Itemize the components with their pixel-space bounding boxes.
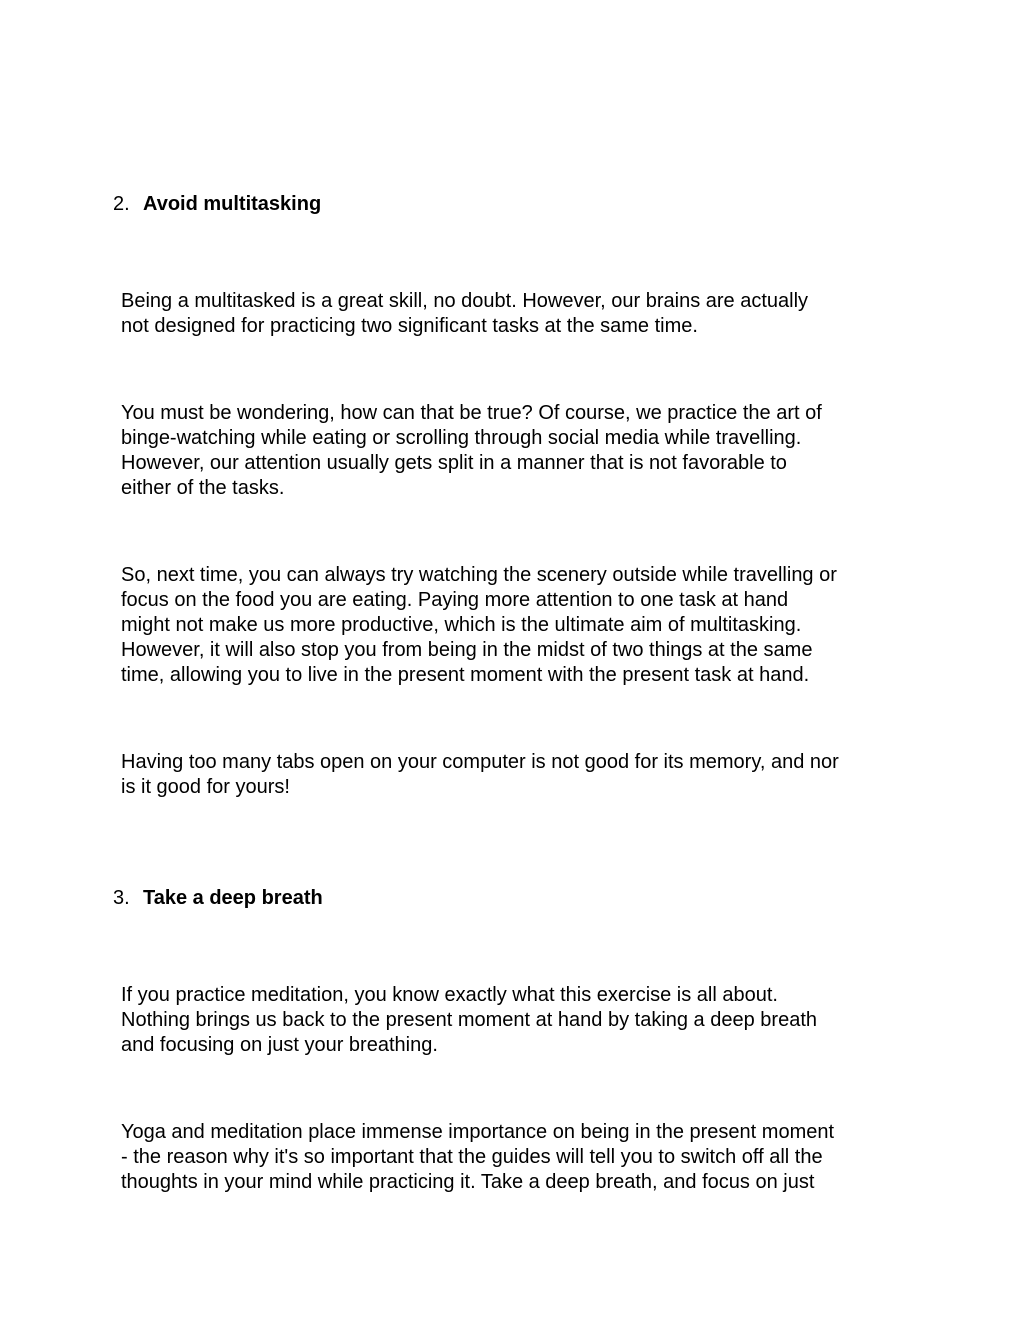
paragraph-line: time, allowing you to live in the present moment with the present task at hand. xyxy=(121,664,810,686)
paragraph-line: If you practice meditation, you know exactly what this exercise is all about. xyxy=(121,984,778,1006)
paragraph xyxy=(121,1120,921,1195)
paragraph-line: You must be wondering, how can that be true? Of course, we practice the art of xyxy=(121,402,822,424)
section-number: 2. xyxy=(113,193,130,215)
paragraph-line: thoughts in your mind while practicing it. Take a deep breath, and focus on just xyxy=(121,1171,815,1193)
paragraph-line: binge-watching while eating or scrolling through social media while travelling. xyxy=(121,427,802,449)
paragraph-line: - the reason why it's so important that the guides will tell you to switch off all the xyxy=(121,1146,823,1168)
paragraph xyxy=(121,983,921,1058)
section-heading-avoid-multitasking xyxy=(113,192,321,217)
section-title: Avoid multitasking xyxy=(143,193,322,215)
paragraph-line: However, our attention usually gets split in a manner that is not favorable to xyxy=(121,452,787,474)
paragraph xyxy=(121,563,921,688)
section-title: Take a deep breath xyxy=(143,887,323,909)
paragraph-line: Nothing brings us back to the present moment at hand by taking a deep breath xyxy=(121,1009,817,1031)
paragraph-line: is it good for yours! xyxy=(121,776,290,798)
paragraph-line: and focusing on just your breathing. xyxy=(121,1034,438,1056)
paragraph-line: not designed for practicing two significant tasks at the same time. xyxy=(121,315,698,337)
section-heading-take-a-deep-breath xyxy=(113,886,323,911)
paragraph-line: might not make us more productive, which is the ultimate aim of multitasking. xyxy=(121,614,802,636)
paragraph-line: So, next time, you can always try watching the scenery outside while travelling or xyxy=(121,564,837,586)
paragraph-line: focus on the food you are eating. Paying more attention to one task at hand xyxy=(121,589,789,611)
paragraph-line: Having too many tabs open on your computer is not good for its memory, and nor xyxy=(121,751,839,773)
section-number: 3. xyxy=(113,887,130,909)
paragraph xyxy=(121,401,921,501)
paragraph-line: Being a multitasked is a great skill, no doubt. However, our brains are actually xyxy=(121,290,809,312)
paragraph-line: However, it will also stop you from being in the midst of two things at the same xyxy=(121,639,813,661)
paragraph-line: Yoga and meditation place immense importance on being in the present moment xyxy=(121,1121,835,1143)
paragraph xyxy=(121,750,921,800)
paragraph-line: either of the tasks. xyxy=(121,477,285,499)
paragraph xyxy=(121,289,921,339)
